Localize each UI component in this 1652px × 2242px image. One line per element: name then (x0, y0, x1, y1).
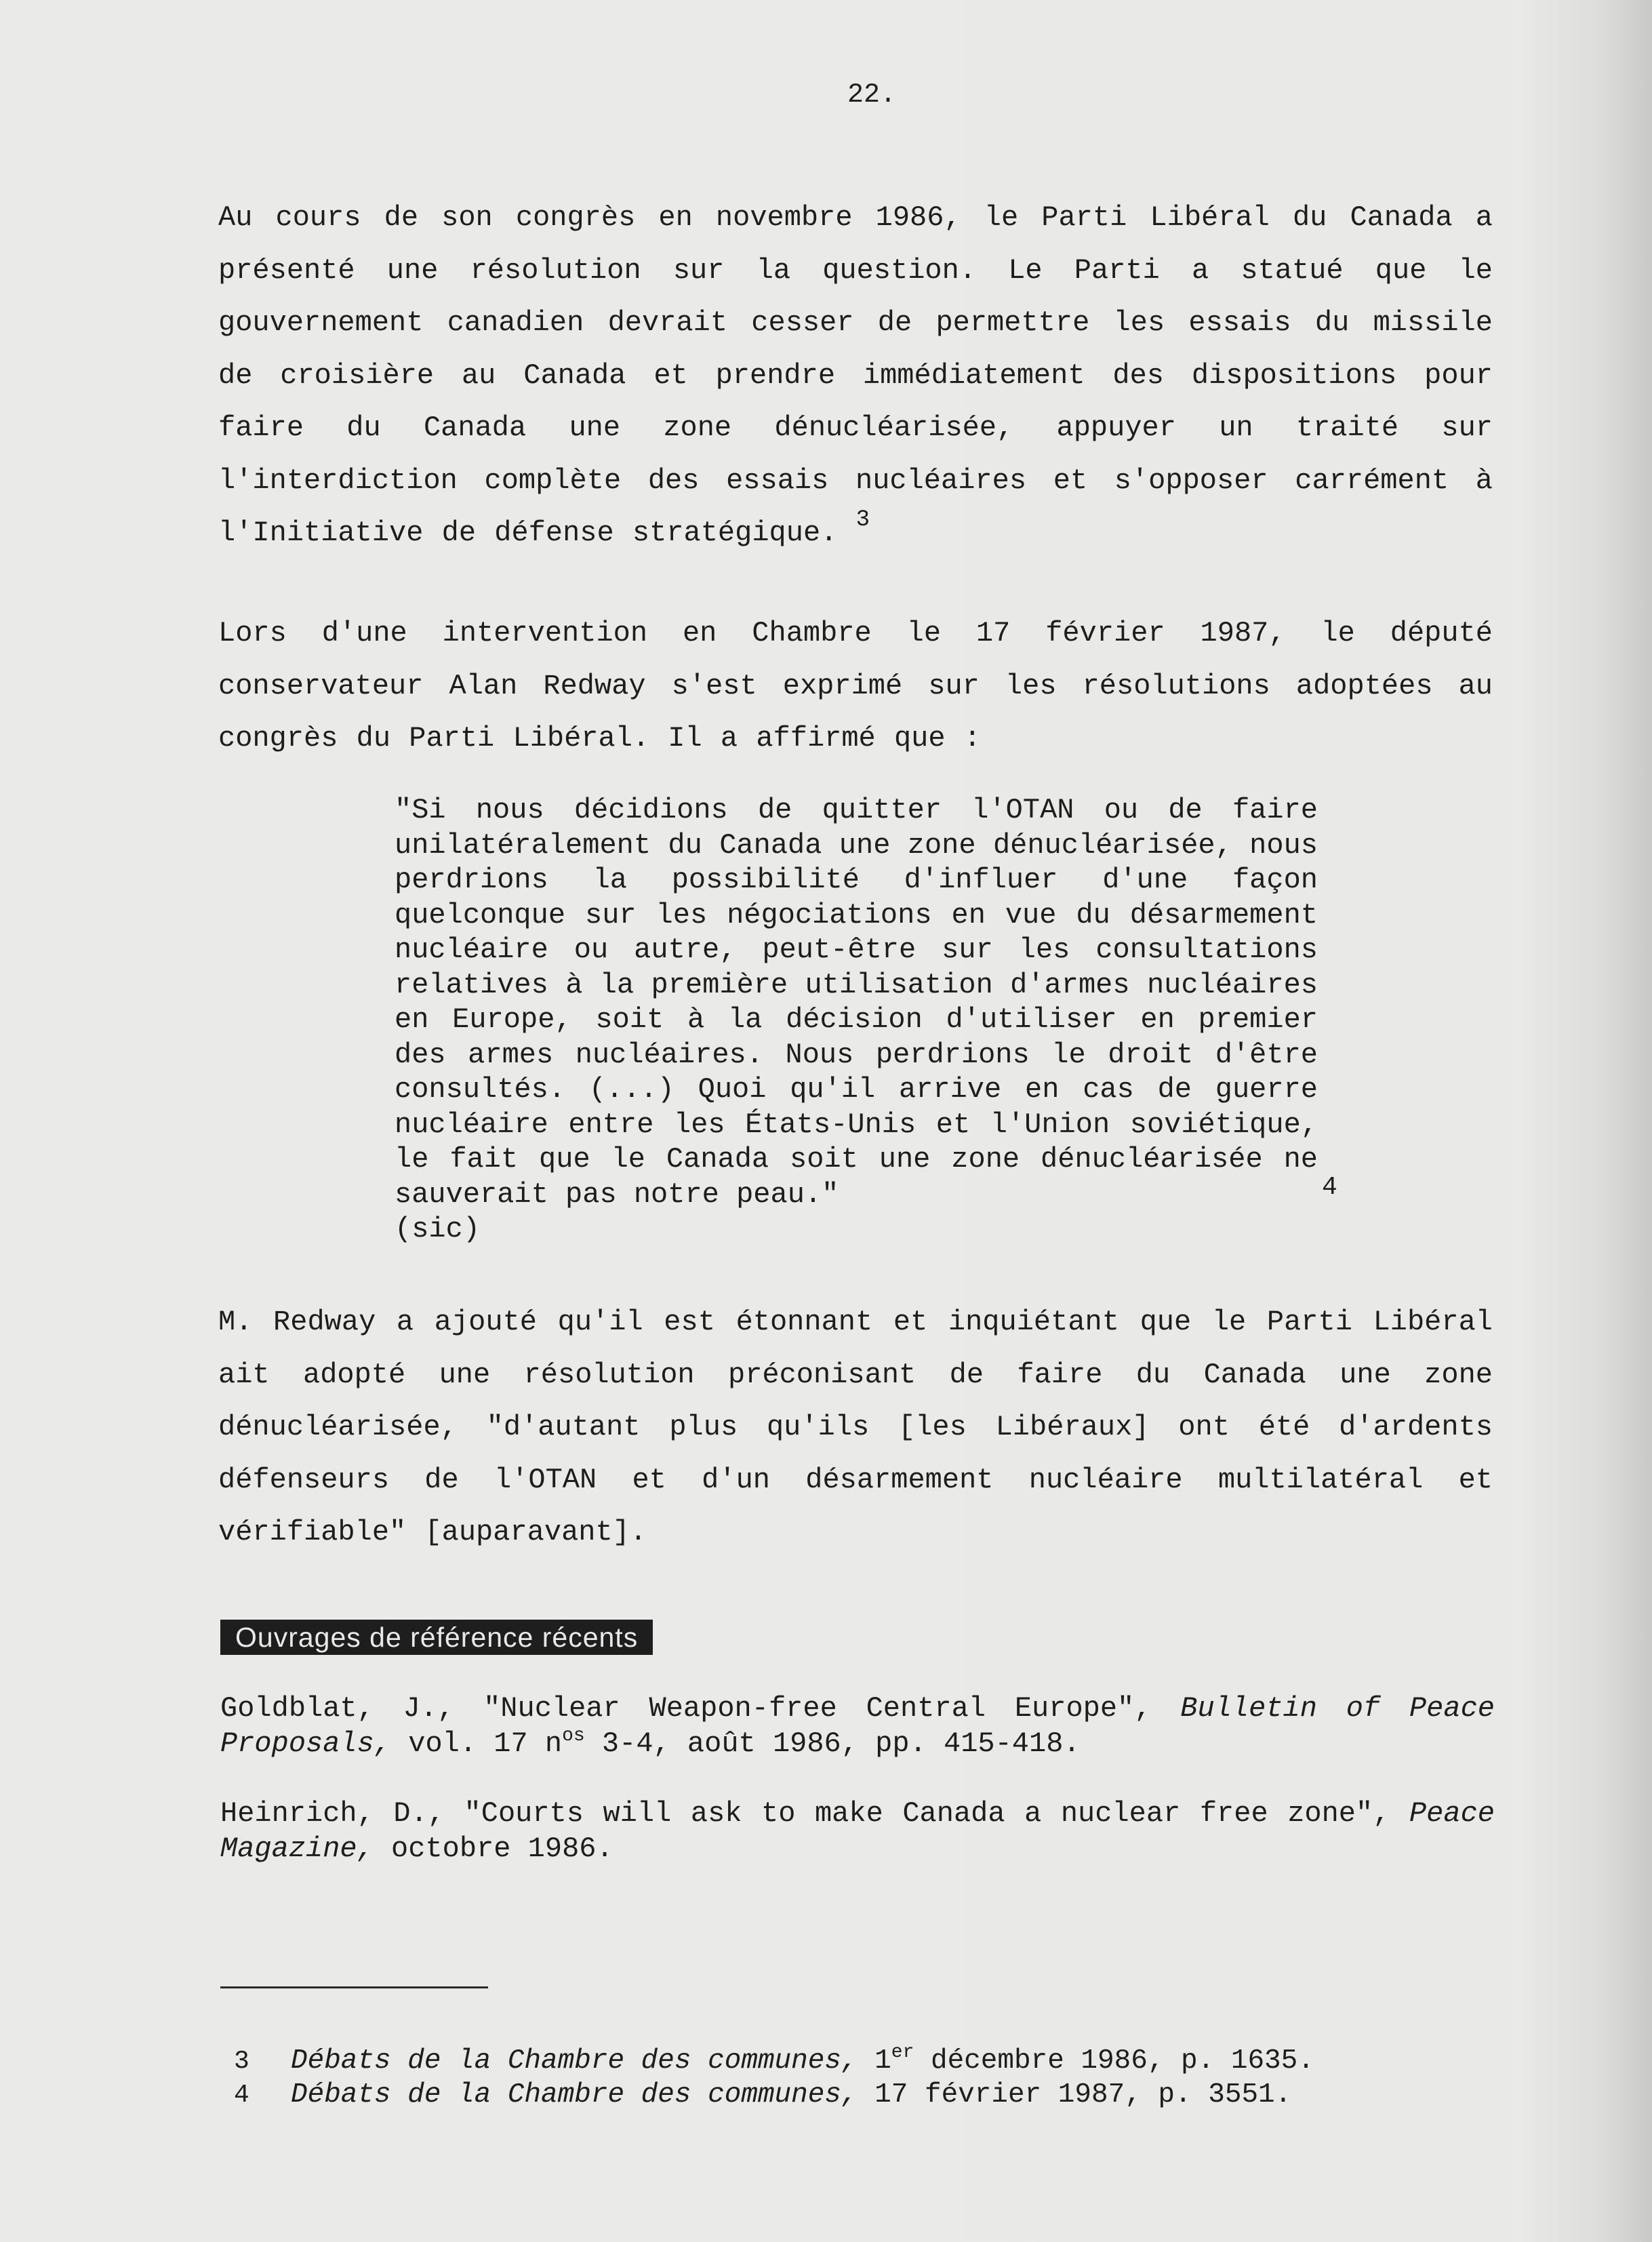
footnote-ref-4: 4 (1322, 1173, 1337, 1202)
quote-sic: (sic) (395, 1213, 481, 1245)
paragraph-text: Au cours de son congrès en novembre 1986, le Parti Libéral du Canada a présenté une résolution sur la question. Le Parti a statué que le gouvernement canadien devrait cesser de permettre les essais du missile de croisière au Canada et prendre immédiatement des dispositions pour faire du Canada une zone dénucléarisée, appuyer un traité sur l'interdiction complète des essais nucléaires et s'opposer carrément à l'Initiative de défense stratégique. (218, 201, 1493, 549)
paragraph-redway-added: M. Redway a ajouté qu'il est étonnant et inquiétant que le Parti Libéral ait adopté une résolution préconisant de faire du Canada une zone dénucléarisée, "d'autant plus qu'ils [les Libéraux] ont été d'ardents défenseurs de l'OTAN et d'un désarmement nucléaire multilatéral et vérifiable" [auparavant]. (218, 1306, 1493, 1548)
reference-journal: Bulletin of Peace Proposals, (220, 1692, 1495, 1760)
reference-heinrich (220, 1796, 1495, 1866)
reference-details: octobre 1986. (374, 1833, 613, 1865)
footnote-4 (234, 2078, 1291, 2113)
footnote-number: 3 (234, 2047, 249, 2076)
footnote-number: 4 (234, 2081, 249, 2110)
block-quote (395, 793, 1318, 1247)
paragraph-redway-intervention: Lors d'une intervention en Chambre le 17 février 1987, le député conservateur Alan Redway s'est exprimé sur les résolutions adoptées au congrès du Parti Libéral. Il a affirmé que : (218, 617, 1493, 755)
footnote-date: 17 février 1987, p. 3551. (858, 2079, 1292, 2110)
footnote-ref-3: 3 (855, 507, 870, 533)
footnote-source: Débats de la Chambre des communes, (291, 2079, 858, 2110)
footnote-divider (220, 1986, 488, 1988)
reference-numero-sup: os (562, 1725, 585, 1746)
footnote-day: 1 (858, 2045, 891, 2077)
reference-journal: Peace Magazine, (220, 1797, 1495, 1865)
quote-text: "Si nous décidions de quitter l'OTAN ou de faire unilatéralement du Canada une zone dénucléarisée, nous perdrions la possibilité d'influer d'une façon quelconque sur les négociations en vue du désarmement nucléaire ou autre, peut-être sur les consultations relatives à la première utilisation d'armes nucléaires en Europe, soit à la décision d'utiliser en premier des armes nucléaires. Nous perdrions le droit d'être consultés. (...) Quoi qu'il arrive en cas de guerre nucléaire entre les États-Unis et l'Union soviétique, le fait que le Canada soit une zone dénucléarisée ne sauverait pas notre peau." (395, 794, 1318, 1211)
references-heading: Ouvrages de référence récents (220, 1620, 653, 1655)
reference-author: Heinrich, D., "Courts will ask to make Canada a nuclear free zone", (220, 1797, 1409, 1830)
paragraph-liberal-congress (218, 192, 1493, 560)
footnote-date: décembre 1986, p. 1635. (914, 2045, 1314, 2077)
reference-volume: vol. 17 n (391, 1727, 563, 1760)
reference-details: 3-4, août 1986, pp. 415-418. (584, 1727, 1081, 1760)
reference-goldblat (220, 1691, 1495, 1761)
page-number: 22. (847, 80, 897, 111)
reference-author: Goldblat, J., "Nuclear Weapon-free Central Europe", (220, 1692, 1181, 1725)
footnote-source: Débats de la Chambre des communes, (291, 2045, 858, 2077)
footnote-ordinal-sup: er (891, 2042, 914, 2063)
footnote-3 (234, 2044, 1314, 2079)
